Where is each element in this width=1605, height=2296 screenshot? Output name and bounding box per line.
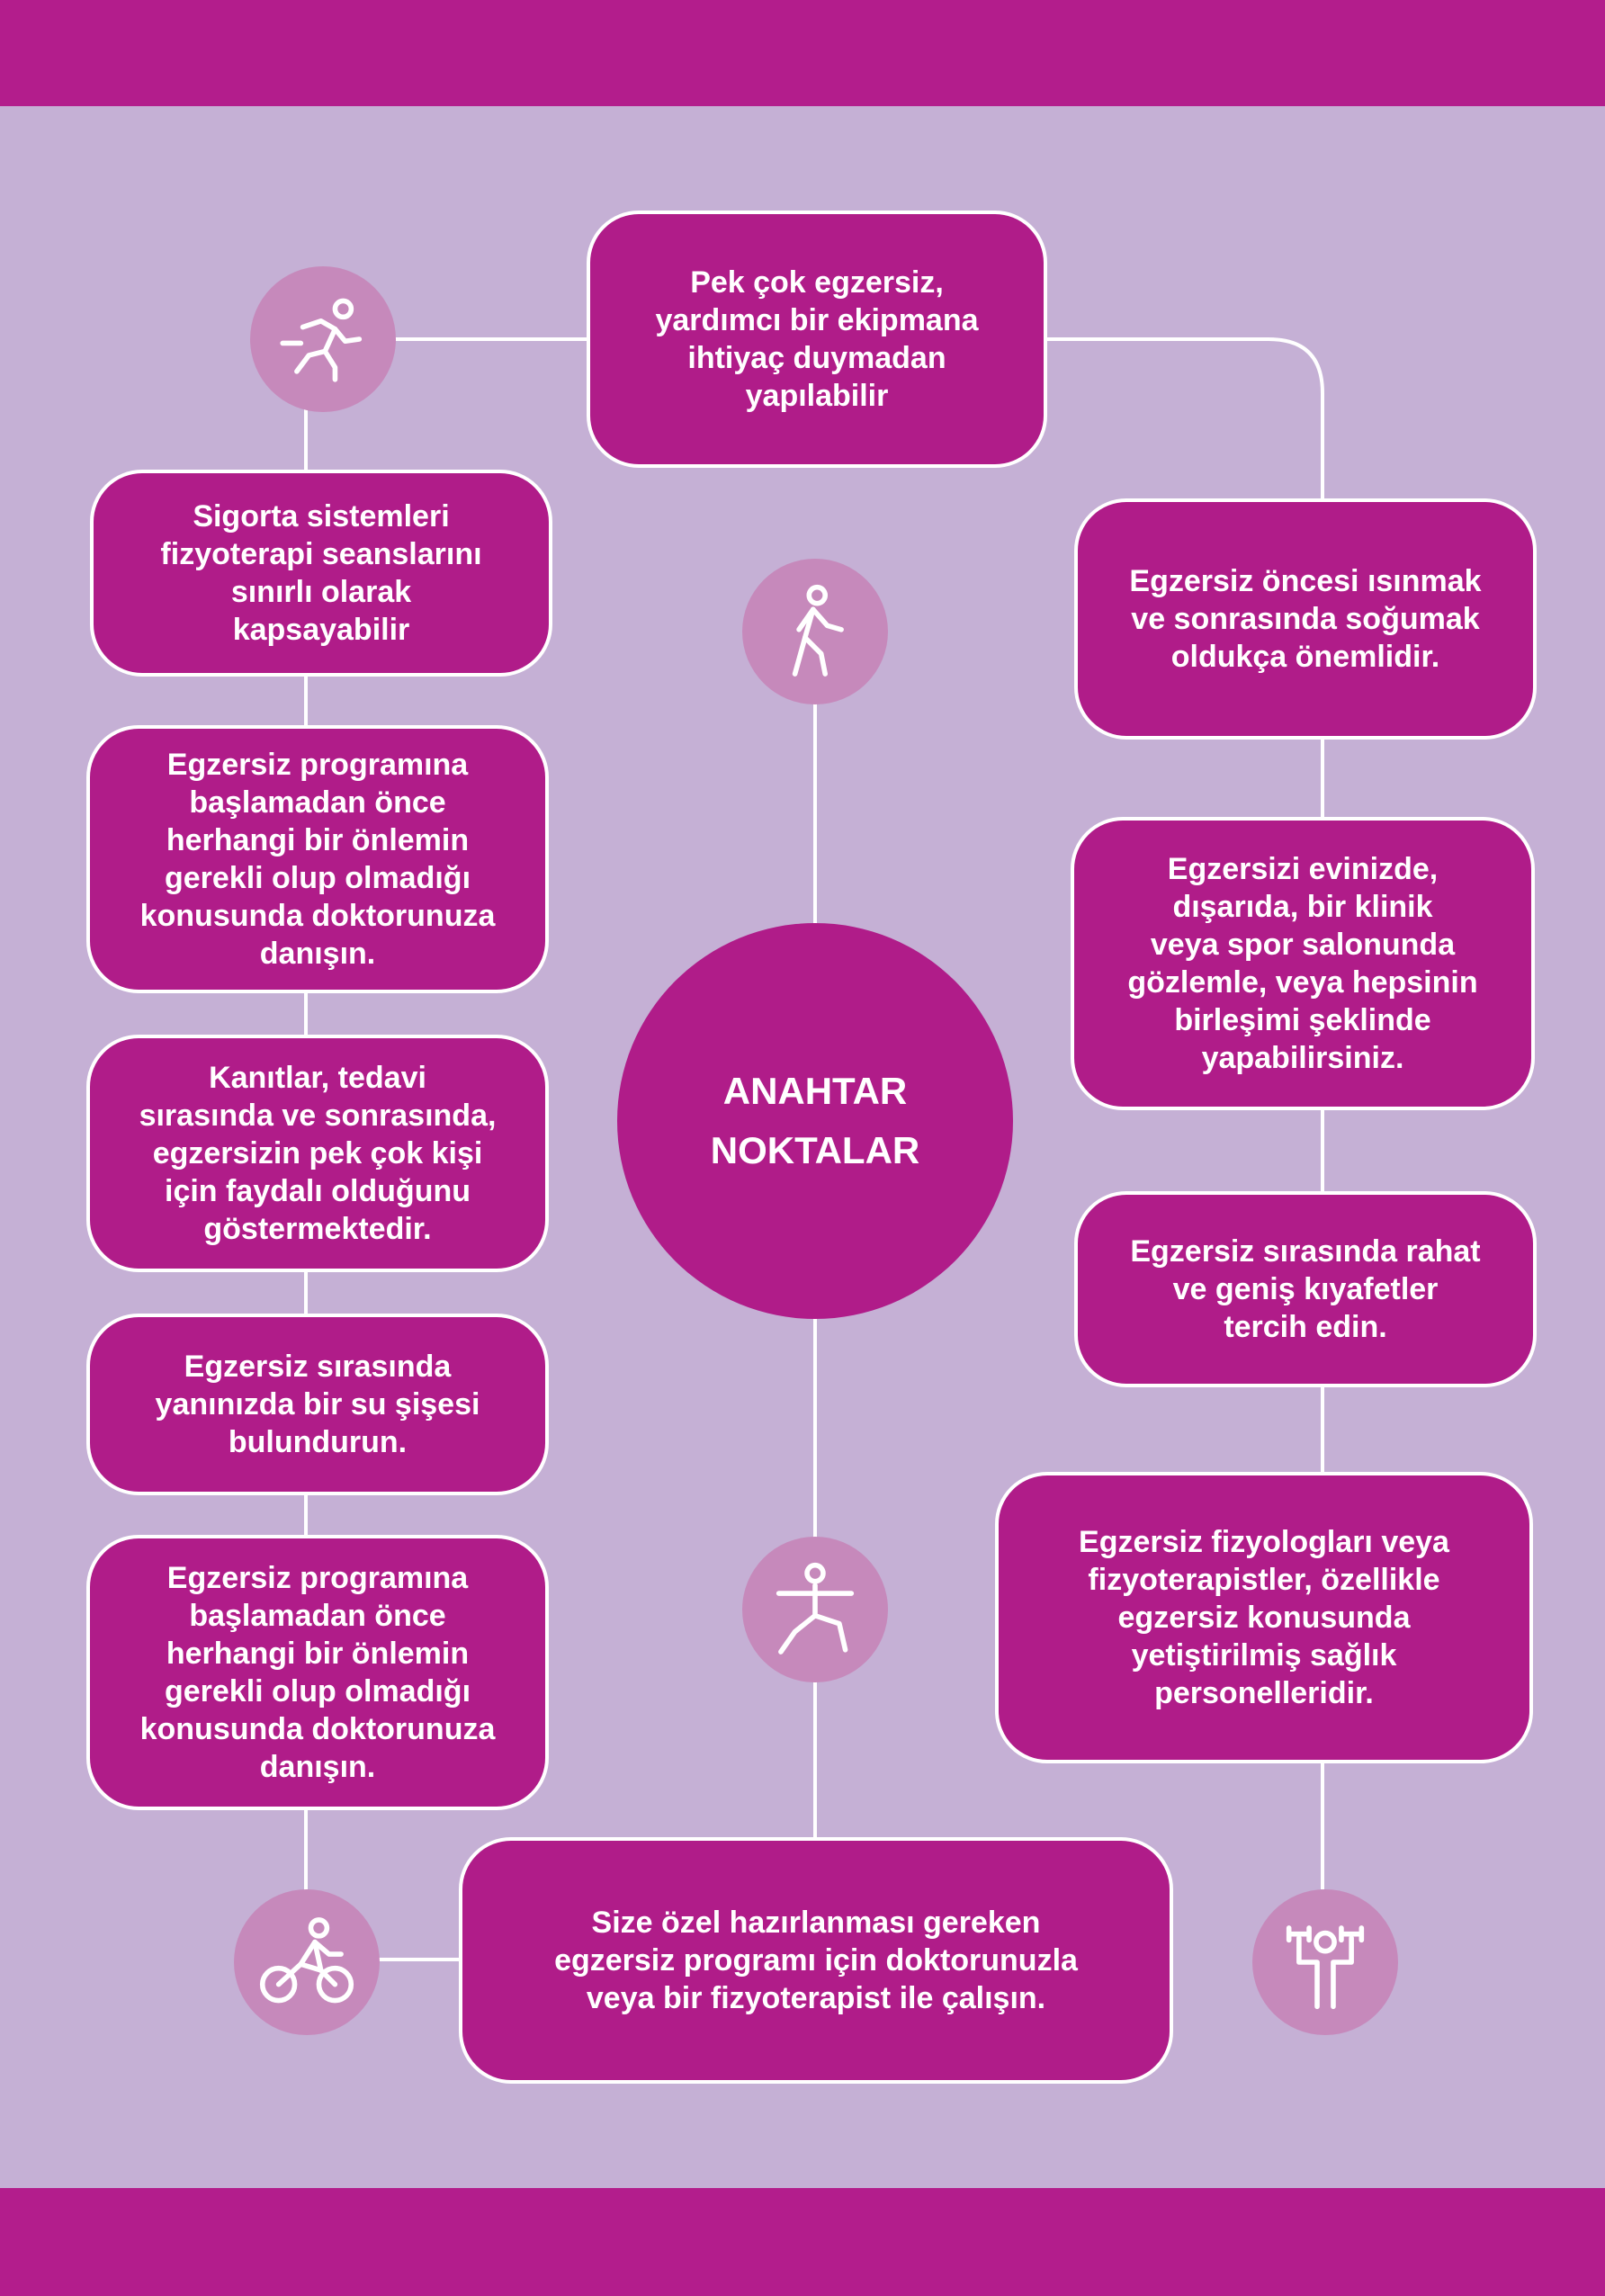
running-icon [273,289,373,390]
tip-box-left-3 [86,1035,549,1272]
tip-text: Kanıtlar, tedavi sırasında ve sonrasında, egzersizin pek çok kişi için faydalı olduğunu göstermektedir. [139,1061,497,1246]
walking-icon [765,581,865,682]
dumbbell-lift-icon-circle [1252,1889,1398,2035]
tip-box-bottom [459,1837,1173,2084]
running-icon-circle [250,266,396,412]
walking-icon-circle [742,559,888,704]
tip-box-left-2 [86,725,549,993]
tip-text: Sigorta sistemleri fizyoterapi seanslarını sınırlı olarak kapsayabilir [160,499,482,647]
yoga-pose-icon [765,1559,865,1660]
key-points-title: ANAHTAR NOKTALAR [710,1070,920,1171]
tip-text: Egzersiz sırasında yanınızda bir su şişesi bulundurun. [155,1350,480,1459]
tip-text: Egzersiz öncesi ısınmak ve sonrasında soğumak oldukça önemlidir. [1129,564,1482,674]
tip-box-left-5 [86,1535,549,1810]
tip-box-right-2 [1071,817,1535,1110]
tip-box-right-1 [1074,498,1537,740]
tip-text: Size özel hazırlanması gereken egzersiz programı için doktorunuzla veya bir fizyoterapist ile çalışın. [554,1906,1078,2015]
tip-text: Egzersiz programına başlamadan önce herhangi bir önlemin gerekli olup olmadığı konusunda doktorunuza danışın. [139,748,496,971]
tip-text: Egzersiz programına başlamadan önce herhangi bir önlemin gerekli olup olmadığı konusunda doktorunuza danışın. [139,1561,496,1784]
tip-text: Pek çok egzersiz, yardımcı bir ekipmana ihtiyaç duymadan yapılabilir [655,265,979,413]
tip-box-left-4 [86,1314,549,1495]
cycling-icon-circle [234,1889,380,2035]
tip-box-left-1 [90,470,552,677]
tip-text: Egzersizi evinizde, dışarıda, bir klinik veya spor salonunda gözlemle, veya hepsinin birleşimi şeklinde yapabilirsiniz. [1127,852,1478,1075]
tip-box-right-4 [995,1472,1533,1763]
cycling-icon [256,1912,357,2013]
dumbbell-lift-icon [1275,1912,1376,2013]
tip-text: Egzersiz sırasında rahat ve geniş kıyafetler tercih edin. [1130,1234,1481,1344]
tip-text: Egzersiz fizyologları veya fizyoterapistler, özellikle egzersiz konusunda yetiştirilmiş sağlık personelleridir. [1079,1525,1449,1710]
tip-box-top [587,211,1047,468]
yoga-pose-icon-circle [742,1537,888,1682]
tip-box-right-3 [1074,1191,1537,1387]
key-points-circle [617,923,1013,1319]
